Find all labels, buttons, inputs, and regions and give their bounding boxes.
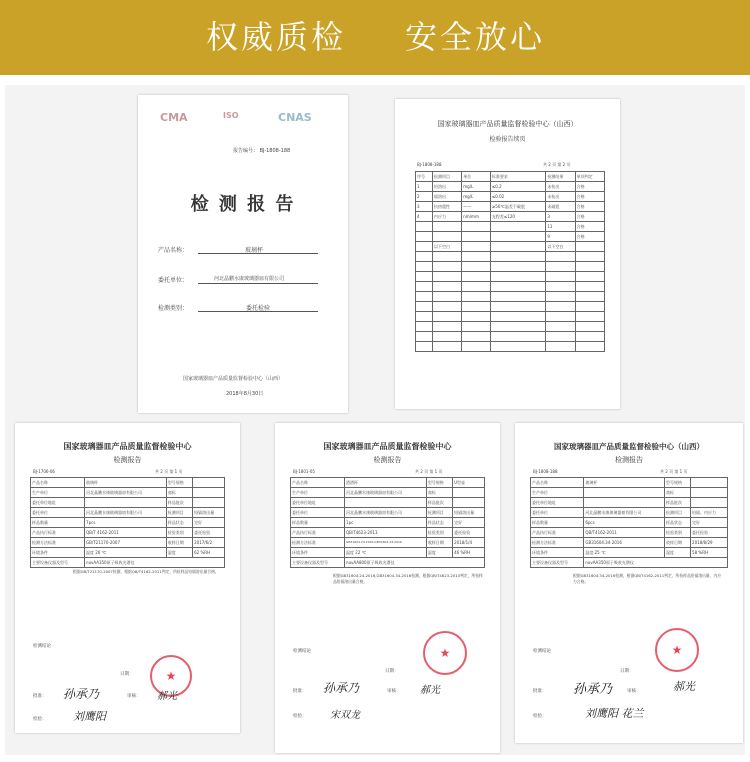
table-cell: 完好 [453,518,485,528]
table-cell: 样品批次 [665,498,691,508]
table-cell: 合格 [575,222,604,232]
report-page: 共 2 页 第 1 页 [660,469,688,474]
table-cell: 3 [416,202,433,212]
table-cell: 样品数量 [291,518,345,528]
continuation-page: 共 2 页 第 2 页 [543,162,571,167]
table-cell: 未检出 [546,182,575,192]
table-cell: 检测项目 [426,508,452,518]
table-row [31,528,225,538]
product-name-value: 玻璃杯 [245,247,264,254]
table-cell: 未检出 [546,192,575,202]
table-row [31,508,225,518]
table-cell: 检测方法标准 [291,538,345,548]
table-cell: 型号规格 [665,478,691,488]
table-cell: ≤0.2 [490,182,545,192]
table-cell: 温度 22 ℃ [345,548,427,558]
table-row [531,478,728,488]
table-cell: 62 %RH [193,548,225,558]
table-cell: 型号规格 [166,478,192,488]
table-cell: 商标 [665,488,691,498]
table-cell: 委托单位 [31,508,85,518]
table-cell [193,488,225,498]
table-cell: 光程差≤120 [490,212,545,222]
table-cell [416,222,433,232]
table-cell [584,498,665,508]
table-row [31,518,225,528]
conclusion-text: 根据GB31604.34-2016检测，根据QB/T4162-2011判定，所检样品铅镉溶出量、内应力合格。 [573,573,722,584]
report-cover-title: 检 测 报 告 [190,194,296,215]
table-row [291,478,485,488]
approver-signature: 孙承乃 [573,682,613,697]
table-row [291,498,485,508]
table-row [531,528,728,538]
table-cell: 湿度 [166,548,192,558]
table-cell: 6pcs [584,518,665,528]
client-value: 河北晶鹏水康玻璃器皿有限公司 [214,276,285,282]
table-cell: 检验类别 [665,528,691,538]
table-cell: 检测方法标准 [31,538,85,548]
banner-title-right: 安全放心 [405,18,546,56]
table-cell: 产品名称 [291,478,345,488]
cnas-logo: CNAS [278,111,312,124]
table-cell: 收样日期 [166,538,192,548]
table-row [291,528,485,538]
table-row [291,558,485,568]
table-cell: 1 [416,182,433,192]
table-cell: U型壶 [453,478,485,488]
approve-label: 批准： [533,689,547,694]
table-row [416,192,605,202]
table-cell: 委托检验 [193,528,225,538]
test-label: 检验： [33,717,47,722]
table-cell: 2018/8/29 [691,538,728,548]
table-cell: 铅镉溶出量 [453,508,485,518]
table-cell: 产品执行标准 [31,528,85,538]
table-cell: 委托检验 [691,528,728,538]
report-title: 国家玻璃器皿产品质量监督检验中心 [323,441,452,451]
continuation-subtitle: 检验报告续页 [489,136,526,143]
table-row [416,242,605,252]
table-cell: 样品状态 [426,518,452,528]
tester-signature: 刘鹰阳 [73,710,106,723]
table-cell: 产品名称 [531,478,584,488]
table-cell: GB31604.24-2016,GB31604.34-2016 [345,538,427,548]
table-cell: QB/T 4162-2011 [85,528,167,538]
approver-signature: 孙承乃 [63,687,100,701]
table-cell: 检测项目 [166,508,192,518]
table-cell: 环境条件 [291,548,345,558]
review-label: 审核： [627,689,641,694]
table-cell: 单位 [462,172,491,182]
table-cell: 温度 25 ℃ [584,548,665,558]
table-cell: novAA800原子吸收光谱仪 [345,558,485,568]
table-cell: 委托单位 [291,508,345,518]
table-row [531,538,728,548]
table-cell: mg/L [462,192,491,202]
table-cell: 生产单位 [31,488,85,498]
tester-signature: 刘鹰阳 花兰 [585,707,644,720]
table-cell: 以下空白 [432,242,461,252]
table-cell: —— [462,202,491,212]
info-table [30,477,225,568]
report-continuation [395,99,620,409]
inspection-seal: ★ [655,628,699,672]
table-cell: 完好 [193,518,225,528]
table-cell: 7pcs [85,518,167,528]
table-header [416,172,605,182]
conclusion-label: 检测结论 [533,649,551,654]
table-cell: 产品执行标准 [291,528,345,538]
reviewer-signature: 郝光 [157,691,177,702]
table-cell: 商标 [426,488,452,498]
table-cell: 样品数量 [531,518,584,528]
report-subtitle: 检测报告 [373,456,402,464]
table-cell: 镉溶出 [432,192,461,202]
table-cell: 商标 [166,488,192,498]
table-cell: 委托检验 [453,528,485,538]
table-cell: 酒酒杯 [345,478,427,488]
date-label: 日期： [120,672,134,677]
table-cell: 46 %RH [453,548,485,558]
table-cell: 2017/6/2 [193,538,225,548]
table-cell [85,498,167,508]
table-row [31,558,225,568]
reviewer-signature: 郝光 [673,680,695,693]
table-cell: 9 [546,232,575,242]
table-row [291,508,485,518]
report-number: BJ-1808-188 [533,469,558,474]
table-cell: 11 [546,222,575,232]
approver-signature: 孙承乃 [323,681,360,695]
table-cell [416,242,433,252]
table-cell [691,498,728,508]
table-cell [691,478,728,488]
table-cell: 委托单位 [531,508,584,518]
table-cell: GB31604.34-2016 [584,538,665,548]
table-row [531,548,728,558]
header-banner [0,0,750,75]
table-cell [462,242,491,252]
table-cell: mg/L [462,182,491,192]
table-cell: 4 [416,212,433,222]
table-row [31,538,225,548]
table-cell: 完好 [691,518,728,528]
table-cell [575,242,604,252]
review-label: 审核： [127,694,141,699]
test-label: 检验： [293,714,307,719]
table-cell: 玻璃杯 [584,478,665,488]
table-row [291,518,485,528]
table-cell [193,478,225,488]
table-cell: 收样日期 [426,538,452,548]
table-row [416,202,605,212]
table-cell: 抗热震性 [432,202,461,212]
report-title: 国家玻璃器皿产品质量监督检验中心（山西） [554,442,704,451]
table-cell: 玻璃杯 [85,478,167,488]
table-cell: 型号规格 [426,478,452,488]
table-cell: 铅镉溶出量 [193,508,225,518]
table-cell: QB/T4623-2013 [345,528,427,538]
table-cell: QB/T4162-2011 [584,528,665,538]
table-row [291,538,485,548]
table-cell: 检测结果 [546,172,575,182]
table-cell: ≥56℃温差不破裂 [490,202,545,212]
report-title: 国家玻璃器皿产品质量监督检验中心 [63,441,192,451]
table-cell: 环境条件 [31,548,85,558]
table-cell: 河北晶鹏水康玻璃器皿有限公司 [345,488,427,498]
table-row [291,548,485,558]
table-cell: ≤0.02 [490,192,545,202]
table-row [31,488,225,498]
approve-label: 批准： [33,694,47,699]
inspection-seal: ★ [423,631,467,675]
banner-title-left: 权威质检 [206,18,347,56]
table-cell: 收样日期 [665,538,691,548]
table-cell: GB/T21170-2007 [85,538,167,548]
table-cell: 河北晶鹏水康玻璃器皿有限公司 [345,508,427,518]
table-cell: 主要设备仪器及型号 [31,558,85,568]
report-subtitle: 检测报告 [113,456,142,464]
table-row [31,478,225,488]
table-cell: 河北晶鹏水康玻璃器皿有限公司 [85,488,167,498]
table-row [416,232,605,242]
table-cell: 铅镉、内应力 [691,508,728,518]
table-cell [432,232,461,242]
report-page: 共 2 页 第 1 页 [415,469,443,474]
table-cell: 合格 [575,202,604,212]
report-number: BJ-1801-05 [293,469,315,474]
table-row [31,548,225,558]
table-cell: 样品批次 [426,498,452,508]
conclusion-label: 检测结论 [33,644,51,649]
table-cell: 内应力 [432,212,461,222]
table-cell [193,498,225,508]
table-cell: 合格 [575,182,604,192]
client-label: 委托单位： [158,277,189,284]
table-cell: 单项判定 [575,172,604,182]
table-cell [462,222,491,232]
table-cell: 委托单位地址 [531,498,584,508]
certificates-area [5,85,745,755]
table-cell [490,232,545,242]
table-cell: 2018/1/4 [453,538,485,548]
report-number: BJ-1706-06 [33,469,55,474]
report-subtitle: 检测报告 [615,456,643,464]
table-cell: 合格 [575,232,604,242]
test-category-label: 检测类别： [158,305,189,312]
tester-signature: 宋双龙 [330,710,360,721]
continuation-title: 国家玻璃器皿产品质量监督检验中心（山西） [437,120,578,128]
table-row [416,182,605,192]
table-row [531,518,728,528]
table-row [531,498,728,508]
report-page-1706 [15,423,240,733]
table-cell: 样品数量 [31,518,85,528]
table-cell [453,488,485,498]
report-number: 报告编号： BJ-1808-188 [233,148,291,154]
date-label: 日期： [385,669,399,674]
table-cell [584,488,665,498]
report-date: 2018年8月30日 [226,391,264,397]
continuation-number: BJ-1808-188 [417,162,442,167]
table-row [31,498,225,508]
info-table [530,477,728,568]
table-cell: 58 %RH [691,548,728,558]
date-label: 日期： [620,669,634,674]
conclusion-text: 根据GB/T21170-2007检测，根据QB/T4162-2011判定，所检样品铅镉溶出量合格。 [73,569,219,574]
report-page: 共 2 页 第 1 页 [155,469,183,474]
table-cell: 样品批次 [166,498,192,508]
table-cell: 检测方法标准 [531,538,584,548]
table-cell [490,242,545,252]
info-table [290,477,485,568]
table-row [291,488,485,498]
results-table [415,171,605,352]
report-cover [138,95,348,413]
table-cell: 河北晶鹏水康玻璃器皿有限公司 [584,508,665,518]
table-row [531,508,728,518]
table-cell: 生产单位 [291,488,345,498]
table-row [416,222,605,232]
iso-logo: ISO [223,111,239,120]
table-cell: 环境条件 [531,548,584,558]
report-page-1801 [275,423,500,753]
table-cell: 河北晶鹏水康玻璃器皿有限公司 [85,508,167,518]
conclusion-label: 检测结论 [293,649,311,654]
product-name-label: 产品名称： [158,247,189,254]
test-label: 检验： [533,714,547,719]
table-row [531,558,728,568]
table-cell: 主要设备仪器及型号 [531,558,584,568]
table-cell: 产品名称 [31,478,85,488]
table-cell: 主要设备仪器及型号 [291,558,345,568]
table-cell [416,232,433,242]
table-cell: 检验类别 [166,528,192,538]
table-cell [691,488,728,498]
table-cell: 检验类别 [426,528,452,538]
table-cell: 湿度 [426,548,452,558]
test-category-value: 委托检验 [246,305,271,312]
approve-label: 批准： [293,689,307,694]
inspection-seal: ★ [150,655,192,697]
report-page-1808 [515,423,743,743]
table-cell [490,222,545,232]
review-label: 审核： [387,689,401,694]
table-cell [453,498,485,508]
table-cell [432,222,461,232]
table-cell: 检测项目 [665,508,691,518]
table-cell: 未破裂 [546,202,575,212]
table-cell: 委托单位地址 [291,498,345,508]
table-cell: 合格 [575,192,604,202]
table-cell: 生产单位 [531,488,584,498]
table-cell: 3 [546,212,575,222]
table-cell [462,232,491,242]
table-cell: novAA350原子吸收光谱仪 [584,558,728,568]
table-cell: 检测项目 [432,172,461,182]
table-cell: nm/mm [462,212,491,222]
table-cell: 铅溶出 [432,182,461,192]
table-cell: 以下空白 [546,242,575,252]
table-cell: 序号 [416,172,433,182]
reviewer-signature: 郝光 [420,685,440,696]
issuing-org: 国家玻璃器皿产品质量监督检验中心（山西） [183,376,284,382]
table-cell: novAA350原子吸收光谱仪 [85,558,225,568]
table-cell: 产品执行标准 [531,528,584,538]
table-cell: 标准要求 [490,172,545,182]
table-cell [345,498,427,508]
table-cell: 合格 [575,212,604,222]
conclusion-text: 根据GB31604.24-2016,GB31604.34-2016检测，根据QB/T4623-2013判定，所检样品铅镉溶出量合格。 [333,573,483,584]
table-cell: 委托单位地址 [31,498,85,508]
table-cell: 1pc [345,518,427,528]
table-cell: 湿度 [665,548,691,558]
table-row [531,488,728,498]
table-cell: 样品状态 [166,518,192,528]
cma-logo: CMA [160,111,188,124]
table-cell: 温度 26 ℃ [85,548,167,558]
table-row [416,212,605,222]
table-cell: 样品状态 [665,518,691,528]
table-cell: 2 [416,192,433,202]
